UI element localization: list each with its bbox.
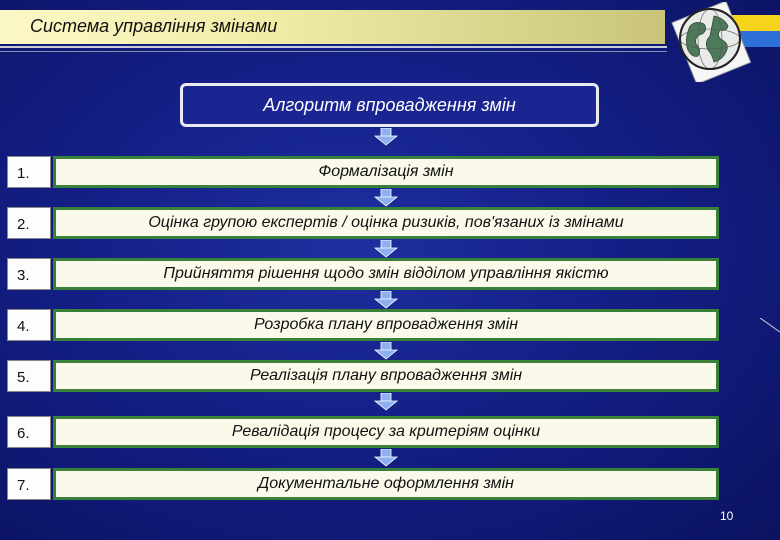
down-arrow-icon [374,128,398,146]
step-number: 1. [7,156,51,188]
step-text: Оцінка групою експертів / оцінка ризиків, пов'язаних із змінами [53,207,719,239]
algorithm-title: Алгоритм впровадження змін [263,95,516,115]
step-number: 4. [7,309,51,341]
step-number: 5. [7,360,51,392]
step-row-6 [0,416,780,450]
globe-flag-logo-icon [660,2,780,82]
step-text: Ревалідація процесу за критеріям оцінки [53,416,719,448]
step-number: 7. [7,468,51,500]
step-number: 2. [7,207,51,239]
down-arrow-icon [374,393,398,411]
step-text: Документальне оформлення змін [53,468,719,500]
down-arrow-icon [374,240,398,258]
page-number: 10 [720,509,734,523]
down-arrow-icon [374,449,398,467]
title-underline-thin [0,51,667,52]
step-row-2 [0,207,780,241]
step-row-3 [0,258,780,292]
step-text: Формалізація змін [53,156,719,188]
down-arrow-icon [374,291,398,309]
step-text: Прийняття рішення щодо змін відділом управління якістю [53,258,719,290]
step-text: Реалізація плану впровадження змін [53,360,719,392]
down-arrow-icon [374,342,398,360]
down-arrow-icon [374,189,398,207]
title-bar [0,10,665,44]
step-row-5 [0,360,780,394]
step-number: 6. [7,416,51,448]
step-row-1 [0,156,780,190]
algorithm-header-box [180,83,599,127]
slide-title: Система управління змінами [30,16,278,36]
step-text: Розробка плану впровадження змін [53,309,719,341]
step-row-4 [0,309,780,343]
step-row-7 [0,468,780,502]
title-underline [0,46,667,48]
decorative-line [758,318,780,334]
step-number: 3. [7,258,51,290]
